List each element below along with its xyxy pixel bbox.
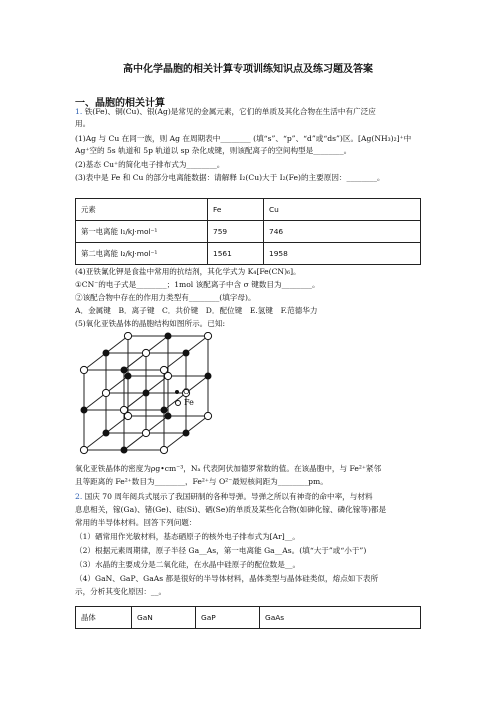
q1-intro-line1 [75,106,427,118]
oxygen-atom [165,333,171,339]
open-circle-icon [175,400,181,406]
iron-atom [164,372,171,379]
oxygen-atom [81,407,87,413]
table-header-row [76,607,421,629]
q2-intro-line2: 息息相关，镓(Ga)、锗(Ge)、硅(Si)、硒(Se)的单质及某些化合物(如砷化镓、磷化镓等)都是 [75,505,387,514]
q1-number: 1. [75,107,83,116]
melting-point-table [75,606,421,629]
page-title: 高中化学晶胞的相关计算专项训练知识点及练习题及答案 [123,64,373,75]
crystal-cell-figure [78,332,218,456]
oxygen-atom [103,430,109,436]
table-header-cell: GaAs [260,607,421,629]
table-cell: 第一电离能 I₁/kJ·mol⁻¹ [76,221,208,243]
q1-part2: (2)基态 Cu⁺的简化电子排布式为________。 [75,160,225,169]
q2-intro-text: 国庆 70 周年阅兵式展示了我国研制的各种导弹。导弹之所以有神奇的命中率，与材料 [84,492,373,501]
q1-part5: (5)氧化亚铁晶体的晶胞结构如图所示。已知: [75,319,226,328]
q1-part5-line1: 氧化亚铁晶体的密度为ρg•cm⁻³，Nₐ 代表阿伏加德罗常数的值。在该晶胞中，与 Fe²⁺紧邻 [75,464,382,473]
q1-part5-line2: 且等距离的 Fe²⁺数目为________，Fe²⁺与 O²⁻最短核间距为________pm。 [75,477,328,486]
q1-part1-line1: (1)Ag 与 Cu 在同一族，则 Ag 在周期表中________ (填“s”、“p”、“d”或“ds”)区。[Ag(NH₃)₂]⁺中 [75,134,412,143]
table-cell: 746 [264,221,421,243]
q2-intro-line1 [75,491,427,503]
table-header-cell: GaN [132,607,196,629]
oxygen-atom [103,350,109,356]
q1-part4: (4)亚铁氰化钾是食盐中常用的抗结剂，其化学式为 K₄[Fe(CN)₆]。 [75,267,301,276]
table-header-cell: Cu [264,199,421,221]
oxygen-atom [183,430,189,436]
q1-intro-line2: 用。 [75,119,91,128]
legend-iron-label: Fe [184,398,194,407]
q2-part1: （1）硒常用作光敏材料，基态硒原子的核外电子排布式为[Ar]__。 [75,532,300,541]
oxygen-atom [205,373,211,379]
iron-atom [80,366,87,373]
iron-atom [142,349,149,356]
oxygen-atom [165,413,171,419]
iron-atom [204,332,211,339]
oxygen-atom [183,350,189,356]
iron-atom [160,446,167,453]
oxygen-atom [143,390,149,396]
table-header-row [76,199,421,221]
q1-part1-line2: Ag⁺空的 5s 轨道和 5p 轨道以 sp 杂化成键，则该配离子的空间构型是________。 [75,146,352,155]
q1-intro-text: 铁(Fe)、铜(Cu)、银(Ag)是常见的金属元素，它们的单质及其化合物在生活中有广泛应 [84,107,376,116]
table-row [76,221,421,243]
table-header-cell: 晶体 [76,607,132,629]
q1-part4-options: A．金属键 B．离子键 C．共价键 D．配位键 E.氢键 F.范德华力 [75,306,318,315]
table-header-cell: Fe [208,199,264,221]
filled-dot-icon [175,390,179,394]
iron-atom [102,389,109,396]
iron-atom [80,446,87,453]
table-cell: 1561 [208,243,264,265]
q2-number: 2. [75,492,83,501]
iron-atom [204,412,211,419]
table-cell: 1958 [264,243,421,265]
q2-intro-line3: 常用的半导体材料。回答下列问题： [75,518,197,527]
q2-part4-line1: （4）GaN、GaP、GaAs 都是很好的半导体材料，晶体类型与晶体硅类似，熔点如下表所 [75,574,379,583]
q1-part3: (3)表中是 Fe 和 Cu 的部分电离能数据：请解释 I₂(Cu)大于 I₂(Fe)的主要原因：________。 [75,173,385,182]
q2-part3: （3）水晶的主要成分是二氧化硅，在水晶中硅原子的配位数是__。 [75,560,301,569]
q1-part4-sub2: ②该配合物中存在的作用力类型有________(填字母)。 [75,293,256,302]
iron-atom [124,412,131,419]
iron-atom [142,429,149,436]
legend-oxygen [175,386,194,397]
oxygen-atom [161,407,167,413]
table-cell: 第二电离能 I₂/kJ·mol⁻¹ [76,243,208,265]
table-header-cell: GaP [196,607,260,629]
iron-atom [124,332,131,339]
legend-iron [175,397,194,408]
q2-part2: （2）根据元素周期律，原子半径 Ga__As，第一电离能 Ga__As。(填“大于”或“小于”) [75,546,367,555]
oxygen-atom [121,367,127,373]
q2-part4-line2: 示，分析其变化原因：__。 [75,587,167,596]
table-header-cell: 元素 [76,199,208,221]
table-cell: 759 [208,221,264,243]
oxygen-atom [125,373,131,379]
table-row [76,243,421,265]
legend-oxygen-label: O [183,387,190,396]
q1-part4-sub1: ①CN⁻的电子式是________；1mol 该配离子中含 σ 键数目为________。 [75,280,320,289]
ionization-energy-table [75,198,421,265]
figure-legend [175,386,194,408]
section-heading: 一、晶胞的相关计算 [75,98,165,109]
oxygen-atom [121,447,127,453]
